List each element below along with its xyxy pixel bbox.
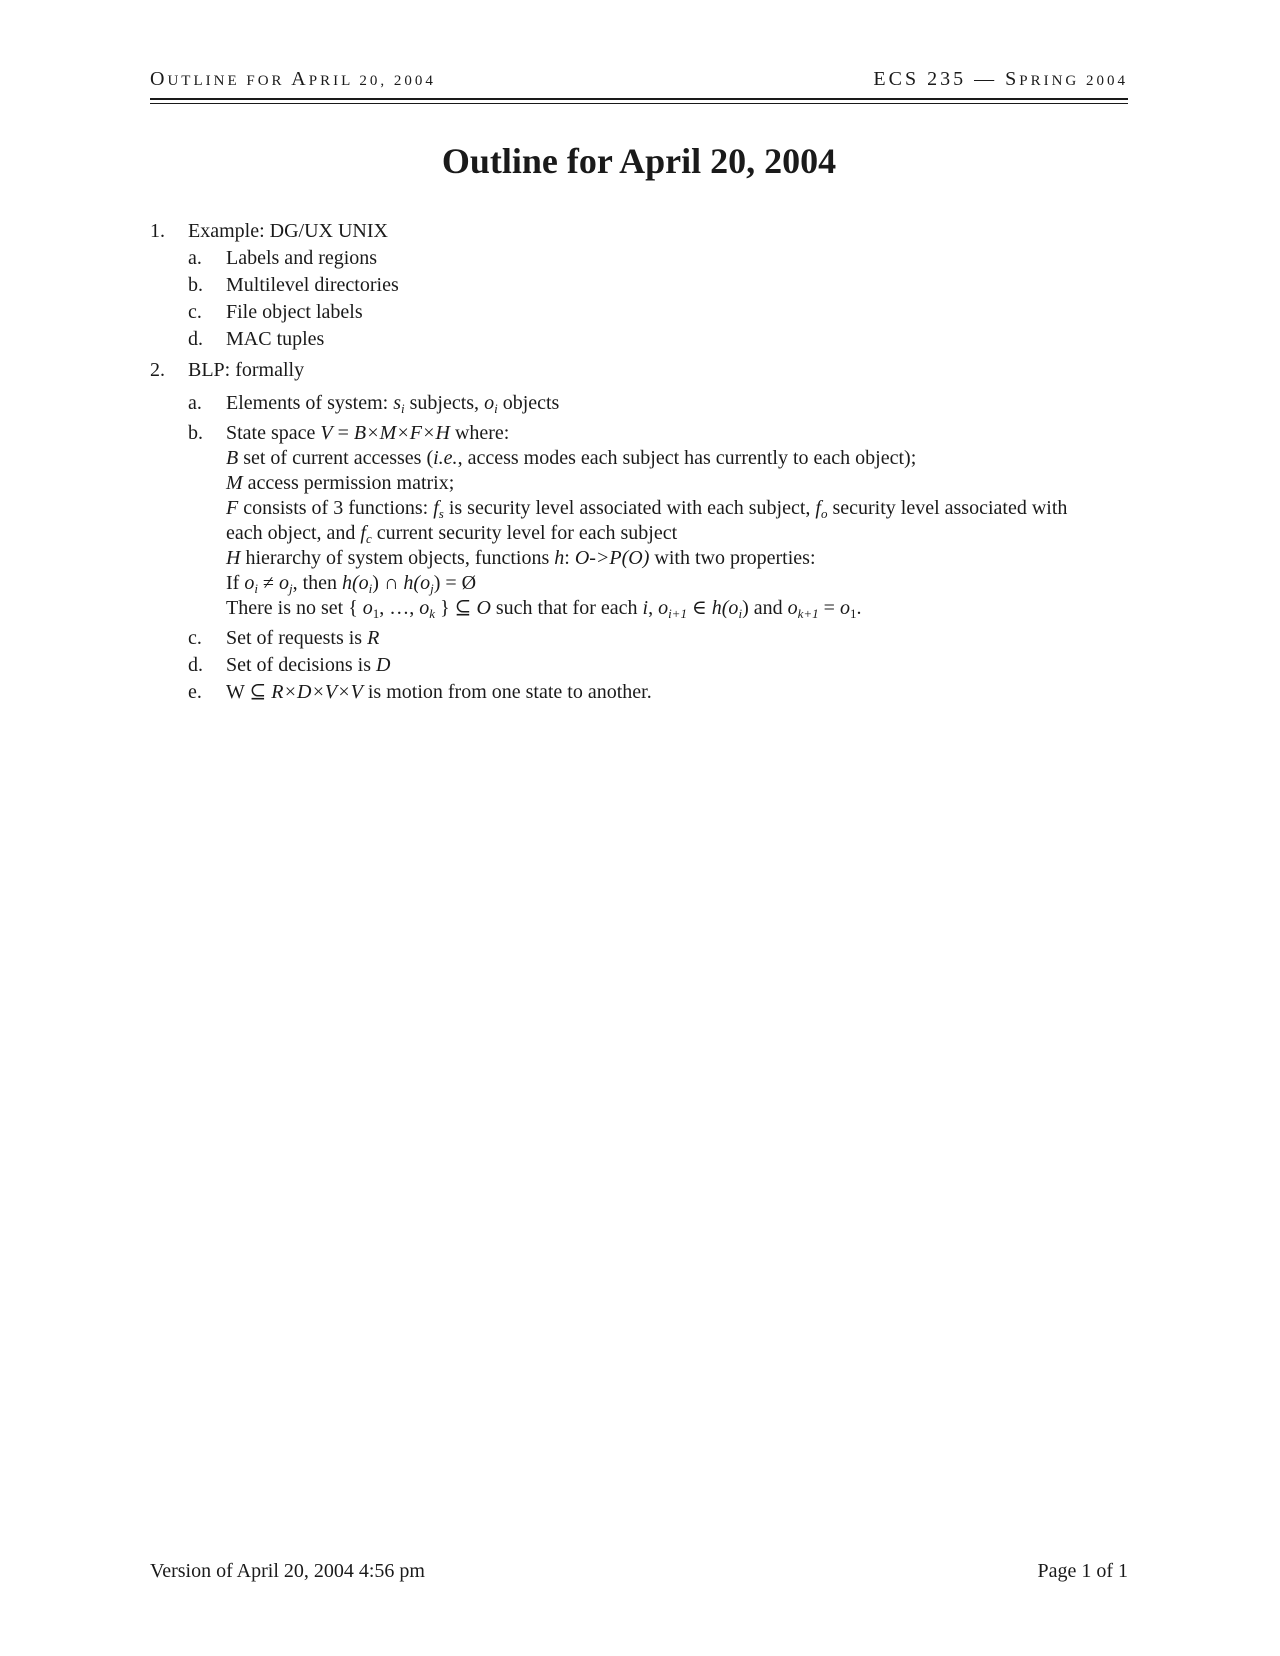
outline-item-1 xyxy=(150,218,1128,245)
outline-item-2-subs xyxy=(150,390,1128,706)
h-definition: H hierarchy of system objects, functions h: O->P(O) with two properties: xyxy=(226,547,816,569)
sub-item: b. Multilevel directories xyxy=(188,274,399,296)
item-text: Example: DG/UX UNIX xyxy=(188,220,388,242)
header-right: ECS 235 — SPRING 2004 xyxy=(873,68,1128,90)
outline-item-1-subs xyxy=(150,245,1128,353)
property-1: If $o_i \ne o_j$, then $h(o_i)$ ∩ $h(o_j)$ = Ø xyxy=(226,572,477,596)
item-number: 2. xyxy=(150,359,165,381)
item-number: 1. xyxy=(150,220,165,242)
footer-version: Version of April 20, 2004 4:56 pm xyxy=(150,1560,425,1582)
sub-item: c. File object labels xyxy=(188,301,363,323)
f-definition: F consists of 3 functions: $f_s$ is security level associated with each subject, $f_o$ security level associated with xyxy=(226,497,1068,521)
footer-page-number: Page 1 of 1 xyxy=(1037,1560,1128,1582)
sub-item-decisions: d. Set of decisions is D xyxy=(188,654,391,676)
sub-item-elements: a. Elements of system: $s_i$ subjects, $o_i$ objects xyxy=(188,392,560,416)
m-definition: M access permission matrix; xyxy=(226,472,455,494)
item-text: BLP: formally xyxy=(188,359,305,381)
header-left: OUTLINE FOR APRIL 20, 2004 xyxy=(150,68,436,90)
sub-item: d. MAC tuples xyxy=(188,328,325,350)
property-2: There is no set { $o_1$, …, $o_k$ } ⊆ O such that for each i, $o_{i+1}$ ∈ $h(o_i)$ and $o_{k+1} = o_1$. xyxy=(226,597,862,621)
page-title: Outline for April 20, 2004 xyxy=(441,141,837,181)
f-definition-cont: each object, and $f_c$ current security level for each subject xyxy=(226,522,678,546)
sub-item: a. Labels and regions xyxy=(188,247,378,269)
outline-item-2 xyxy=(150,357,1128,384)
header-rule-thick xyxy=(150,98,1128,100)
sub-item-state-space: b. State space V = B×M×F×H where: B set of current accesses (i.e., access modes each subject has currently to each object); M access permission matrix; F consists of 3 functions: $f_s$ is security level associated with each subject, $f_o$ security level associated with each object, and $f_c$ current security level for each subject H hierarchy of system objects, functions h: O->P(O) with two properties: If $o_i \ne o_j$, then $h(o_i)$ ∩ $h(o_j)$ = Ø There is no set { $o_1$, …, $o_k$ } ⊆ O such that for each i, $o_{i+1}$ ∈ $h(o_i)$ and $o_{k+1} = o_1$. xyxy=(188,421,1128,621)
sub-item-requests: c. Set of requests is R xyxy=(188,627,380,649)
sub-item-motion: e. W ⊆ R×D×V×V is motion from one state to another. xyxy=(188,681,652,703)
b-definition: B set of current accesses (i.e., access modes each subject has currently to each object); xyxy=(226,447,917,469)
header-rule-thin xyxy=(150,103,1128,104)
state-space-line: State space V = B×M×F×H where: xyxy=(226,422,510,444)
outline xyxy=(150,218,1128,706)
